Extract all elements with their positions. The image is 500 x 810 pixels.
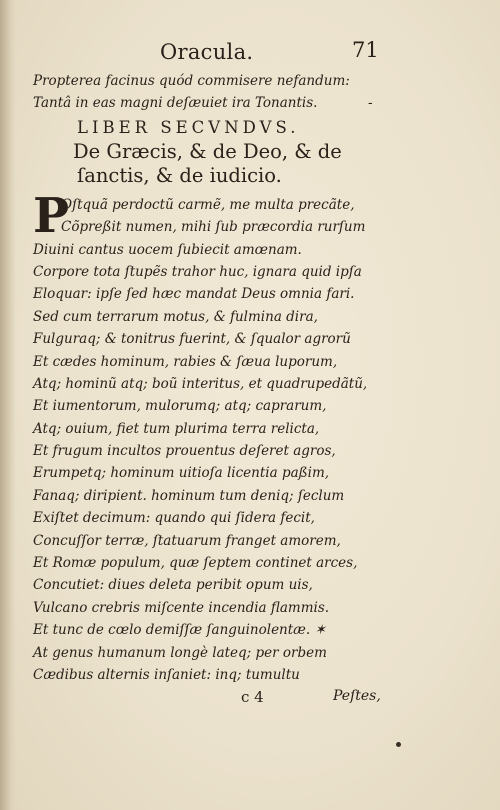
text-line: Corpore tota ſtupẽs trahor huc, ignara quid ipſa bbox=[33, 263, 362, 280]
text-line: Atq; hominũ atq; boũ interitus, et quadrupedãtũ, bbox=[33, 375, 368, 392]
section-title-line-1: De Græcis, & de Deo, & de bbox=[73, 139, 342, 163]
signature-line bbox=[33, 686, 478, 710]
catchword: Peſtes, bbox=[333, 688, 381, 705]
text-line: At genus humanum longè lateq; per orbem bbox=[33, 644, 327, 661]
drop-cap-paragraph bbox=[33, 187, 478, 244]
text-line: Oſtquã perdoctũ carmẽ, me multa precãte, bbox=[61, 196, 355, 213]
drop-cap-initial: P bbox=[33, 187, 70, 244]
ink-spot bbox=[396, 742, 401, 747]
text-line: Et iumentorum, mulorumq; atq; caprarum, bbox=[33, 398, 327, 415]
page-number: 71 bbox=[352, 38, 379, 62]
text-line: Et Romæ populum, quæ ſeptem continet arces, bbox=[33, 555, 358, 572]
section-title-line-2: ſanctis, & de iudicio. bbox=[77, 163, 282, 187]
text-line: Concuſſor terræ, ſtatuarum franget amorem, bbox=[33, 532, 341, 549]
text-line: Concutiet: diues deleta peribit opum uis, bbox=[33, 577, 313, 594]
text-line: Fanaq; diripient. hominum tum deniq; ſeclum bbox=[33, 487, 345, 504]
text-line: Cõpreßit numen, mihi ſub præcordia rurſum bbox=[61, 219, 366, 236]
text-line: Cædibus alternis inſaniet: inq; tumultu bbox=[33, 666, 300, 683]
text-line: Exiſtet decimum: quando qui ſidera fecit, bbox=[33, 510, 315, 527]
text-line-content: Tantâ in eas magni deſæuiet ira Tonantis. bbox=[33, 95, 318, 112]
text-line: Vulcano crebris miſcente incendia flammis. bbox=[33, 599, 330, 616]
drop-cap-lines bbox=[61, 194, 365, 239]
text-line: Diuini cantus uocem ſubiecit amœnam. bbox=[33, 241, 302, 258]
text-line: Sed cum terrarum motus, & fulmina dira, bbox=[33, 308, 318, 325]
verse-lines bbox=[33, 239, 478, 687]
book-heading: LIBER SECVNDVS. bbox=[77, 117, 300, 137]
text-line: Eloquar: ipſe ſed hæc mandat Deus omnia fari. bbox=[33, 286, 355, 303]
signature-mark: c 4 bbox=[241, 688, 264, 707]
margin-mark: - bbox=[368, 95, 373, 112]
text-line: Atq; ouium, fiet tum plurima terra relicta, bbox=[33, 420, 320, 437]
text-line: Et tunc de cœlo demiſſæ ſanguinolentæ. ✶ bbox=[33, 622, 326, 639]
running-head: Oracula. bbox=[160, 40, 254, 64]
text-line: Propterea facinus quód commisere nefandum: bbox=[33, 73, 350, 89]
page-gutter bbox=[0, 0, 16, 810]
text-line: Et cædes hominum, rabies & ſæua luporum, bbox=[33, 353, 338, 370]
text-line bbox=[33, 92, 478, 114]
text-block bbox=[33, 70, 478, 710]
text-line: Fulguraq; & tonitrus fuerint, & ſqualor agrorũ bbox=[33, 331, 351, 348]
text-line: Erumpetq; hominum uitioſa licentia paßim, bbox=[33, 465, 330, 482]
text-line: Et frugum incultos prouentus deſeret agros, bbox=[33, 443, 336, 460]
